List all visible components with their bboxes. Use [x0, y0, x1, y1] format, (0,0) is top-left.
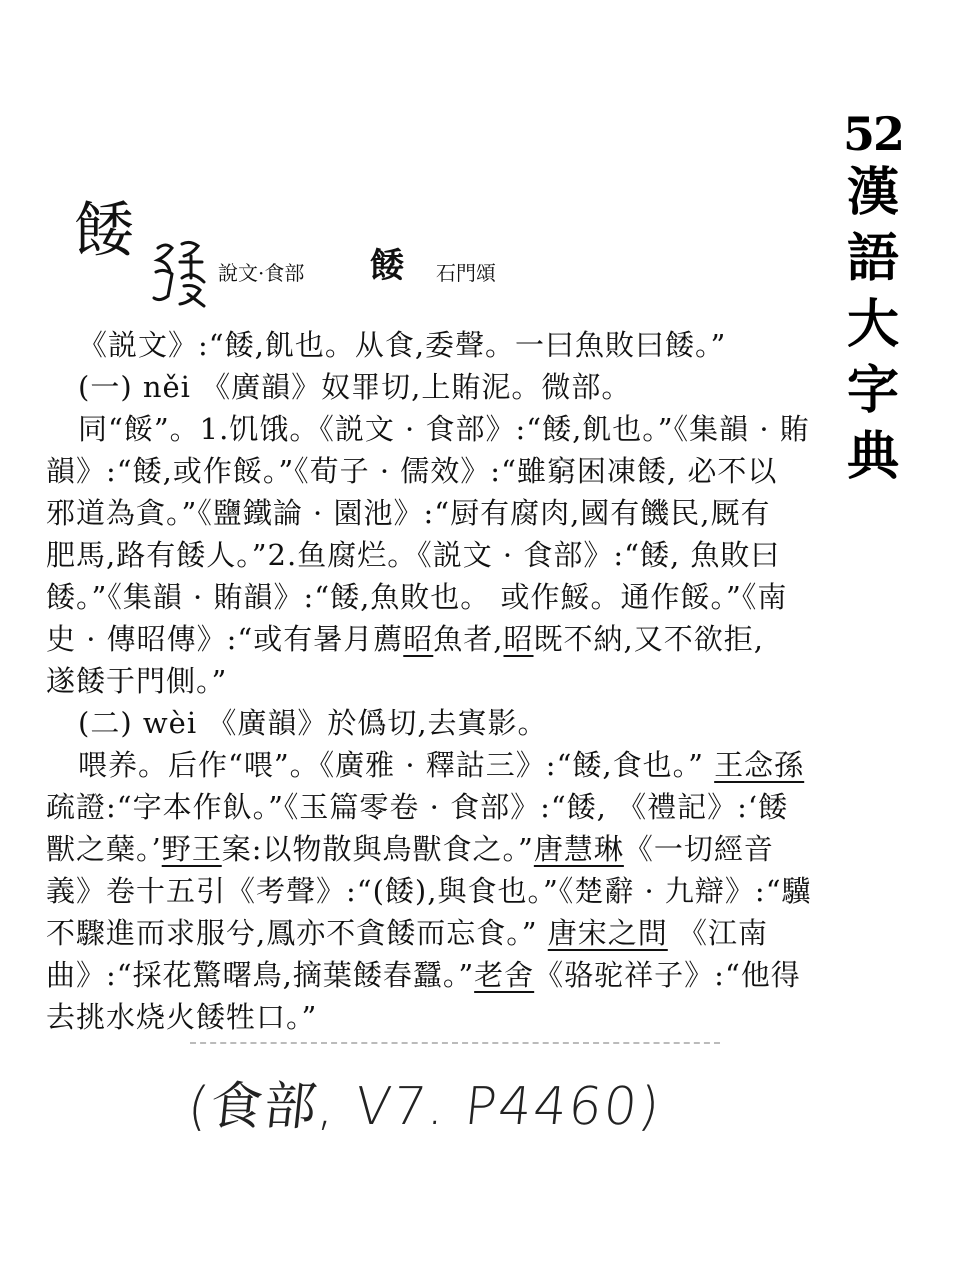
text-line: 義》卷十五引《考聲》:“(餧),與食也。”《楚辭 · 九辯》:“驥 — [46, 874, 812, 908]
proper-name: 昭 — [503, 622, 534, 656]
proper-name: 昭 — [403, 622, 434, 656]
text-span: 魚者, — [433, 622, 504, 656]
proper-name: 野王 — [161, 832, 222, 866]
text-line — [46, 954, 808, 996]
title-char: 漢 — [846, 162, 899, 223]
handwritten-note: (食部, V7. P4460) — [184, 1077, 665, 1137]
stone-inscription-glyph: 餧 — [370, 246, 404, 286]
entry-text — [46, 324, 812, 1038]
text-line: 同“餒”。1.饥饿。《説文 · 食部》:“餧,飢也。”《集韻 · 賄 — [78, 412, 810, 446]
text-line: 去挑水烧火餧牲口。” — [46, 1000, 318, 1034]
text-line — [46, 912, 808, 954]
text-line: (一) něi 《廣韻》奴罪切,上賄泥。微部。 — [78, 370, 632, 404]
dictionary-title — [838, 108, 908, 490]
text-line: (二) wèi 《廣韻》於僞切,去寘影。 — [78, 706, 548, 740]
text-line: 餧。”《集韻 · 賄韻》:“餧,魚敗也。 或作鮾。通作餒。”《南 — [46, 580, 788, 614]
text-line: 《説文》:“餧,飢也。从食,委聲。一曰魚敗曰餧。” — [78, 328, 727, 362]
text-span: 不驟進而求服兮,鳳亦不貪餧而忘食。” — [46, 916, 548, 950]
text-span: 既不納,又不欲拒, — [533, 622, 764, 656]
proper-name: 老舍 — [474, 958, 535, 992]
text-span: 《骆驼祥子》:“他得 — [534, 958, 801, 992]
title-char: 大 — [846, 294, 899, 355]
text-line — [46, 618, 808, 660]
title-char: 字 — [846, 360, 899, 421]
proper-name: 唐慧琳 — [533, 832, 624, 866]
seal-script-glyph — [150, 238, 208, 310]
stone-source-label: 石門頌 — [436, 261, 496, 285]
seal-source-label: 說文·食部 — [218, 261, 305, 285]
text-span: 獸之蘖。’ — [46, 832, 162, 866]
text-span: 《一切經音 — [623, 832, 774, 866]
headword: 餧 — [74, 196, 134, 266]
text-line — [46, 744, 808, 786]
page-number: 52 — [842, 107, 903, 161]
text-span: 曲》:“採花驚曙鳥,摘葉餧春蠶。” — [46, 958, 475, 992]
title-char: 典 — [846, 426, 899, 487]
text-line: 疏證:“字本作飤。”《玉篇零卷 · 食部》:“餧, 《禮記》:‘餧 — [46, 790, 789, 824]
text-line: 邪道為貪。”《鹽鐵論 · 園池》:“厨有腐肉,國有饑民,厩有 — [46, 496, 771, 530]
text-line: 韻》:“餧,或作餒。”《荀子 · 儒效》:“雖窮困凍餧, 必不以 — [46, 454, 778, 488]
text-line — [46, 828, 808, 870]
text-span: 史 · 傳昭傳》:“或有暑月薦 — [46, 622, 404, 656]
scan-divider — [190, 1042, 720, 1044]
proper-name: 王念孫 — [714, 748, 805, 782]
text-line: 遂餧于門側。” — [46, 664, 228, 698]
text-span: 案:以物散與鳥獸食之。” — [221, 832, 534, 866]
proper-name: 唐宋之問 — [547, 916, 668, 950]
text-span: 喂养。后作“喂”。《廣雅 · 釋詁三》:“餧,食也。” — [78, 748, 715, 782]
text-line: 肥馬,路有餧人。”2.鱼腐烂。《説文 · 食部》:“餧, 魚敗曰 — [46, 538, 781, 572]
text-span: 《江南 — [667, 916, 768, 950]
title-char: 語 — [846, 228, 899, 289]
